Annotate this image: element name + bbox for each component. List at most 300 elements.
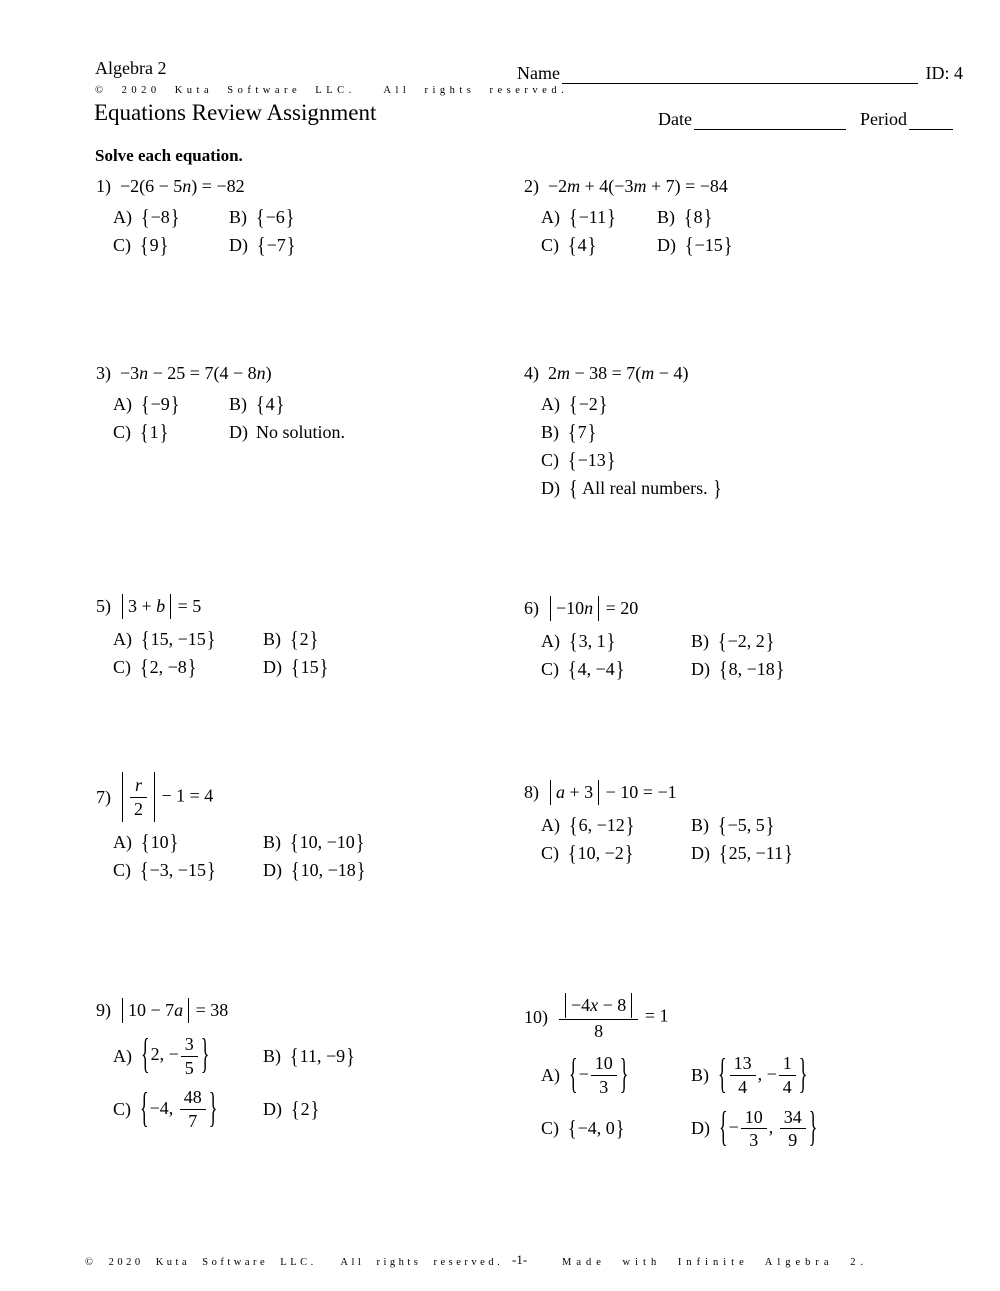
solution-set — [256, 232, 296, 258]
answer-choice — [691, 628, 775, 654]
choice-value — [139, 232, 169, 258]
open-brace-icon: { — [684, 204, 693, 230]
equation-line — [96, 594, 329, 619]
math-text: = 5 — [173, 596, 202, 616]
answer-choice — [657, 232, 733, 258]
solution-set — [139, 419, 169, 445]
instructions: Solve each equation. — [95, 146, 243, 165]
choice-label: C) — [113, 657, 131, 677]
math-text: 8 — [594, 1020, 604, 1041]
page-number: -1- — [512, 1252, 528, 1267]
problem-10 — [524, 992, 818, 1152]
math-text: 2 — [134, 798, 143, 819]
problem-9 — [96, 998, 356, 1133]
fraction — [559, 992, 638, 1042]
answer-choice — [541, 812, 635, 838]
answer-choice — [541, 475, 723, 501]
choice-label: A) — [113, 394, 132, 414]
choice-label: C) — [541, 450, 559, 470]
absolute-value-bars — [550, 780, 599, 805]
open-brace-icon: { — [140, 232, 149, 258]
solution-set — [290, 654, 329, 680]
set-content — [728, 631, 765, 651]
math-text: 8, −18 — [728, 659, 775, 679]
close-brace-icon: } — [703, 204, 713, 230]
answer-choices — [541, 391, 723, 501]
choice-value — [683, 204, 713, 230]
variable: n — [182, 176, 192, 196]
open-brace-icon: { — [719, 840, 728, 866]
math-text: −2(6 − 5 — [120, 176, 183, 196]
answer-choice — [113, 626, 216, 652]
solution-set — [683, 204, 713, 230]
close-brace-icon: } — [355, 829, 365, 855]
close-brace-icon: } — [765, 628, 775, 654]
set-content — [728, 1053, 798, 1098]
solution-set — [568, 391, 608, 417]
close-brace-icon: } — [170, 391, 180, 417]
answer-choice — [113, 204, 180, 230]
choice-label: B) — [657, 207, 675, 227]
equation — [548, 363, 688, 384]
answer-choice — [263, 829, 365, 855]
open-brace-icon: { — [291, 654, 300, 680]
choice-value — [255, 204, 295, 230]
open-brace-icon: { — [568, 1115, 577, 1141]
fraction-denominator — [780, 1128, 806, 1152]
math-text: No solution. — [256, 422, 346, 442]
solution-set — [139, 654, 197, 680]
open-brace-icon: { — [569, 475, 578, 501]
choice-value — [718, 1102, 818, 1152]
set-content — [267, 235, 286, 255]
choice-value — [717, 812, 775, 838]
choice-value — [567, 232, 597, 258]
math-text: 9 — [149, 235, 159, 255]
solution-set — [567, 419, 597, 445]
choice-value — [289, 1043, 356, 1069]
math-text: − — [728, 1117, 739, 1138]
fraction-denominator — [779, 1075, 796, 1099]
math-text: 10 — [594, 1053, 613, 1074]
open-brace-icon: { — [140, 857, 149, 883]
set-content — [578, 659, 615, 679]
copyright-notice: © 2020 Kuta Software LLC. All rights reserved. — [95, 85, 569, 96]
choice-value — [256, 232, 296, 258]
id-label: ID: 4 — [925, 63, 963, 84]
choice-label: A) — [113, 207, 132, 227]
variable: n — [584, 598, 594, 618]
fraction — [780, 1106, 806, 1152]
set-content — [578, 1118, 615, 1138]
choice-value — [567, 1115, 625, 1141]
answer-choice — [229, 232, 296, 258]
variable: m — [641, 363, 655, 383]
choice-label: A) — [541, 815, 560, 835]
open-brace-icon: { — [718, 628, 727, 654]
footer-credit: Made with Infinite Algebra 2. — [562, 1257, 869, 1268]
math-text: − — [578, 1063, 589, 1084]
variable: m — [633, 176, 647, 196]
open-brace-icon: { — [568, 840, 577, 866]
close-brace-icon: } — [607, 204, 616, 230]
equation — [120, 998, 228, 1023]
absolute-value-bars — [122, 772, 155, 822]
close-brace-icon: } — [170, 204, 180, 230]
math-text: 3 — [749, 1130, 759, 1151]
answer-choice — [113, 857, 217, 883]
equation-line — [524, 363, 723, 384]
close-brace-icon: } — [169, 829, 179, 855]
math-text: −7 — [266, 235, 286, 255]
solution-set — [140, 1030, 210, 1078]
choice-value — [139, 419, 169, 445]
equation — [120, 594, 201, 619]
fraction-numerator — [180, 1086, 206, 1109]
math-text: 3 — [184, 1034, 194, 1054]
choice-label: D) — [263, 1099, 282, 1120]
problem-number: 10) — [524, 1006, 548, 1027]
solution-set — [255, 391, 285, 417]
problem-6 — [524, 596, 785, 680]
set-content — [579, 478, 712, 498]
choice-label: B) — [229, 394, 247, 414]
equation-line — [524, 176, 733, 197]
math-text: 3 + — [128, 596, 157, 616]
choice-label: C) — [113, 235, 131, 255]
math-text: + 4(−3 — [580, 176, 634, 196]
choice-label: B) — [263, 832, 281, 853]
fraction-denominator — [741, 1128, 767, 1152]
course-title: Algebra 2 — [95, 58, 167, 78]
solution-set — [718, 656, 785, 682]
absolute-value-bars — [122, 998, 189, 1023]
choice-value — [290, 654, 329, 680]
choice-label: D) — [229, 235, 248, 255]
equation-line — [96, 176, 296, 197]
choice-value — [140, 204, 180, 230]
choice-value — [290, 857, 366, 883]
choice-label: D) — [691, 659, 710, 679]
open-brace-icon: { — [140, 1083, 149, 1131]
answer-choice — [691, 1102, 818, 1152]
math-text: 6, −12 — [578, 815, 625, 835]
answer-choice — [113, 419, 169, 445]
math-text: 10 − 7 — [128, 1000, 175, 1020]
set-content — [579, 815, 625, 835]
problem-2 — [524, 176, 733, 256]
variable: a — [174, 1000, 184, 1020]
date-blank-line — [694, 105, 846, 130]
problem-number: 7) — [96, 786, 111, 807]
solution-set — [718, 1102, 818, 1151]
choice-label: B) — [229, 207, 247, 227]
open-brace-icon: { — [141, 204, 150, 230]
choice-label: A) — [113, 1045, 132, 1066]
solution-set — [289, 829, 365, 855]
solution-set — [567, 232, 597, 258]
choice-label: C) — [541, 1118, 559, 1139]
math-text: 3, 1 — [578, 631, 606, 651]
set-content — [149, 1087, 208, 1132]
close-brace-icon: } — [206, 626, 216, 652]
choice-value — [568, 475, 723, 501]
close-brace-icon: } — [587, 232, 597, 258]
solution-set — [289, 626, 319, 652]
choice-label: B) — [263, 1045, 281, 1066]
math-text: 11, −9 — [299, 1045, 346, 1066]
set-content — [729, 659, 775, 679]
choice-label: C) — [541, 235, 559, 255]
close-brace-icon: } — [286, 232, 296, 258]
open-brace-icon: { — [257, 232, 266, 258]
equation-line — [524, 780, 794, 805]
problem-number: 3) — [96, 363, 111, 383]
open-brace-icon: { — [290, 829, 299, 855]
math-text: = 20 — [601, 598, 639, 618]
set-content — [695, 235, 723, 255]
set-content — [300, 1046, 345, 1066]
variable: m — [567, 176, 581, 196]
math-text: 2 — [299, 629, 309, 649]
choice-value — [290, 1096, 320, 1122]
set-content — [579, 207, 606, 227]
answer-choice — [229, 391, 285, 417]
choice-value — [139, 857, 217, 883]
solution-set — [289, 1043, 356, 1069]
choice-value — [717, 628, 775, 654]
close-brace-icon: } — [615, 656, 625, 682]
set-content — [578, 450, 606, 470]
open-brace-icon: { — [568, 419, 577, 445]
open-brace-icon: { — [291, 1096, 300, 1122]
choice-label: A) — [541, 394, 560, 414]
problem-number: 6) — [524, 598, 539, 618]
math-text: 9 — [788, 1130, 798, 1151]
solution-set — [139, 232, 169, 258]
open-brace-icon: { — [141, 391, 150, 417]
equation — [120, 363, 272, 384]
solution-set — [568, 812, 635, 838]
solution-set — [717, 812, 775, 838]
variable: m — [557, 363, 570, 383]
choice-value — [568, 391, 608, 417]
choice-value — [140, 626, 216, 652]
close-brace-icon: } — [775, 656, 785, 682]
fraction-denominator — [559, 1019, 638, 1043]
absolute-value-bars — [550, 596, 599, 621]
period-blank-line — [909, 105, 953, 130]
close-brace-icon: } — [798, 1049, 808, 1097]
set-content — [151, 832, 169, 852]
fraction-numerator — [181, 1033, 198, 1056]
close-brace-icon: } — [310, 1096, 320, 1122]
variable: n — [139, 363, 149, 383]
math-text: 2, −8 — [149, 657, 187, 677]
open-brace-icon: { — [140, 419, 149, 445]
close-brace-icon: } — [624, 840, 634, 866]
variable: n — [256, 363, 266, 383]
choice-label: C) — [113, 1099, 131, 1120]
open-brace-icon: { — [290, 1043, 299, 1069]
math-text: 4 — [738, 1077, 748, 1098]
equation — [548, 596, 638, 621]
choice-label: A) — [541, 631, 560, 651]
choice-label: A) — [113, 832, 132, 853]
answer-choices — [113, 204, 296, 258]
choice-label: D) — [657, 235, 676, 255]
name-label: Name — [517, 63, 560, 84]
open-brace-icon: { — [141, 829, 150, 855]
answer-choice — [113, 1030, 210, 1079]
choice-label: C) — [113, 860, 131, 881]
close-brace-icon: } — [346, 1043, 355, 1069]
set-content — [578, 422, 587, 442]
close-brace-icon: } — [606, 628, 616, 654]
choice-value — [255, 391, 285, 417]
worksheet-title: Equations Review Assignment — [94, 100, 377, 125]
math-text: −2 — [578, 394, 598, 414]
solution-set — [140, 391, 180, 417]
answer-choice — [541, 391, 608, 417]
variable: x — [590, 995, 599, 1015]
fraction — [741, 1106, 767, 1152]
problem-3 — [96, 363, 345, 443]
equation — [120, 176, 245, 197]
fraction-denominator — [181, 1056, 198, 1080]
period-label: Period — [859, 109, 907, 130]
solution-set — [568, 475, 723, 501]
set-content — [301, 860, 356, 880]
close-brace-icon: } — [356, 857, 366, 883]
solution-set — [717, 628, 775, 654]
choice-value — [289, 626, 319, 652]
open-brace-icon: { — [719, 1102, 728, 1150]
open-brace-icon: { — [568, 447, 577, 473]
close-brace-icon: } — [713, 475, 722, 501]
math-text: −3 — [120, 363, 140, 383]
answer-choice — [691, 812, 775, 838]
math-text: , − — [757, 1063, 777, 1084]
answer-choice — [691, 840, 794, 866]
math-text: 25, −11 — [728, 843, 784, 863]
answer-choice — [541, 447, 616, 473]
close-brace-icon: } — [206, 857, 216, 883]
answer-choice — [263, 1043, 356, 1069]
choice-value — [567, 419, 597, 445]
date-period-row — [658, 106, 953, 130]
math-text: = 1 — [640, 1005, 669, 1026]
choice-value — [568, 628, 616, 654]
answer-choice — [113, 232, 169, 258]
math-text: 2 — [548, 363, 557, 383]
open-brace-icon: { — [719, 656, 728, 682]
math-text: 10 — [744, 1106, 763, 1127]
solution-set — [290, 1096, 320, 1122]
choice-value — [567, 840, 634, 866]
solution-set — [290, 857, 366, 883]
problem-1 — [96, 176, 296, 256]
math-text: 34 — [783, 1106, 802, 1127]
close-brace-icon: } — [723, 232, 733, 258]
fraction-denominator — [130, 797, 147, 821]
answer-choice — [657, 204, 713, 230]
math-text: 1 — [149, 422, 159, 442]
problem-8 — [524, 780, 794, 864]
math-text: 15 — [300, 657, 319, 677]
open-brace-icon: { — [569, 812, 578, 838]
close-brace-icon: } — [285, 204, 295, 230]
answer-choice — [263, 654, 329, 680]
choice-label: D) — [691, 1118, 710, 1139]
fraction-numerator — [730, 1052, 756, 1075]
set-content — [151, 629, 206, 649]
math-text: −8 — [150, 207, 170, 227]
solution-set — [140, 626, 216, 652]
answer-choice — [541, 1115, 625, 1141]
choice-value — [568, 1049, 629, 1098]
math-text: 15, −15 — [150, 629, 206, 649]
open-brace-icon: { — [141, 626, 150, 652]
open-brace-icon: { — [568, 232, 577, 258]
set-content — [301, 1099, 310, 1119]
choice-value — [568, 812, 635, 838]
set-content — [694, 207, 703, 227]
answer-choices — [541, 628, 785, 682]
answer-choice — [113, 391, 180, 417]
open-brace-icon: { — [141, 1030, 150, 1078]
answer-choice — [541, 232, 597, 258]
equation-line — [524, 596, 785, 621]
answer-choice — [541, 1049, 629, 1098]
variable: b — [156, 596, 166, 616]
answer-choice — [541, 656, 625, 682]
close-brace-icon: } — [625, 812, 635, 838]
open-brace-icon: { — [140, 654, 149, 680]
fraction-numerator — [780, 1106, 806, 1129]
close-brace-icon: } — [808, 1102, 818, 1150]
math-text: 48 — [183, 1087, 202, 1108]
problem-number: 2) — [524, 176, 539, 196]
math-text: −9 — [150, 394, 170, 414]
solution-set — [717, 1049, 808, 1098]
math-text: −11 — [578, 207, 607, 227]
answer-choice — [113, 1083, 218, 1132]
math-text: −4, — [149, 1097, 178, 1118]
fraction — [591, 1052, 617, 1098]
close-brace-icon: } — [619, 1049, 629, 1097]
choice-label: B) — [691, 631, 709, 651]
math-text: 4 — [782, 1077, 792, 1098]
choice-value — [568, 204, 617, 230]
choice-label: D) — [263, 657, 282, 677]
open-brace-icon: { — [291, 857, 300, 883]
choice-label: D) — [229, 422, 248, 442]
choice-label: C) — [541, 843, 559, 863]
math-text: − 8 — [598, 995, 627, 1015]
math-text: −4, 0 — [577, 1118, 615, 1139]
set-content — [579, 394, 598, 414]
set-content — [150, 860, 206, 880]
choice-value — [567, 447, 616, 473]
choice-value — [256, 422, 345, 443]
solution-set — [567, 840, 634, 866]
math-text: − 38 = 7( — [570, 363, 642, 383]
choice-label: B) — [691, 815, 709, 835]
set-content — [266, 207, 285, 227]
answer-choice — [263, 1096, 320, 1122]
math-text: −15 — [694, 235, 723, 255]
